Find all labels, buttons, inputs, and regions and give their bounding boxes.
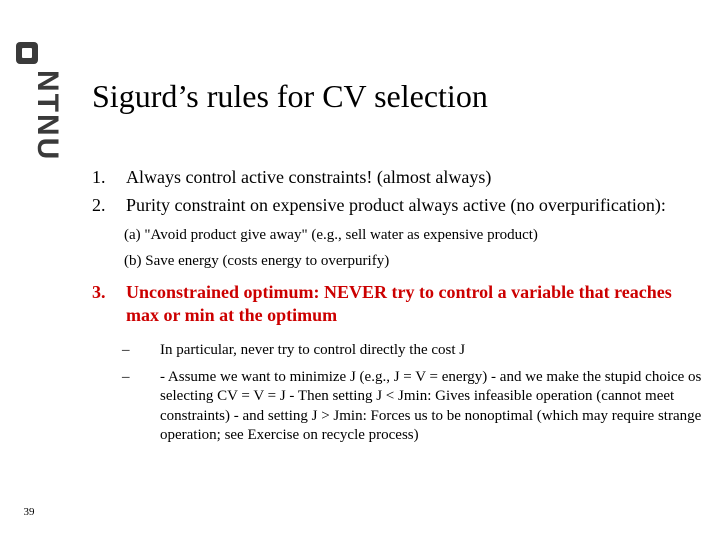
slide-content [92, 166, 702, 446]
ntnu-logo [12, 40, 64, 180]
dash-bullet: – [122, 368, 130, 385]
rule-3 [92, 281, 702, 327]
sidebar [0, 0, 64, 540]
svg-text:NTNU: NTNU [31, 70, 64, 162]
rule-3-number: 3. [92, 282, 106, 302]
rule-2-subitem-a: (a) "Avoid product give away" (e.g., sell water as expensive product) [124, 227, 538, 243]
rule-1-number: 1. [92, 167, 106, 187]
rule-3-subitems [92, 341, 702, 446]
rule-3-subitem-1-text: In particular, never try to control directly the cost J [160, 342, 466, 358]
rule-3-subitem-2-text: - Assume we want to minimize J (e.g., J = V = energy) - and we make the stupid choice os selecting CV = V = J - Then setting J < Jmin: Gives infeasible operation (cannot meet constraints) - and setting J > Jmin: Forces us to be nonoptimal (which may require strange operation; see Exercise on recycle process) [160, 368, 702, 443]
rule-3-text: Unconstrained optimum: NEVER try to control a variable that reaches max or min at the optimum [126, 282, 672, 325]
rule-1 [92, 166, 702, 189]
rule-2-number: 2. [92, 195, 106, 215]
dash-bullet: – [122, 342, 130, 358]
rule-1-text: Always control active constraints! (almost always) [126, 167, 492, 187]
slide-title: Sigurd’s rules for CV selection [92, 78, 488, 114]
rule-2-text: Purity constraint on expensive product always active (no overpurification): [126, 195, 666, 215]
rule-2 [92, 194, 702, 217]
rule-2-subitem-b: (b) Save energy (costs energy to overpurify) [124, 253, 390, 269]
rule-3-subitem-1 [92, 341, 702, 361]
page-number: 39 [23, 506, 35, 518]
rule-3-subitem-2 [92, 368, 702, 446]
